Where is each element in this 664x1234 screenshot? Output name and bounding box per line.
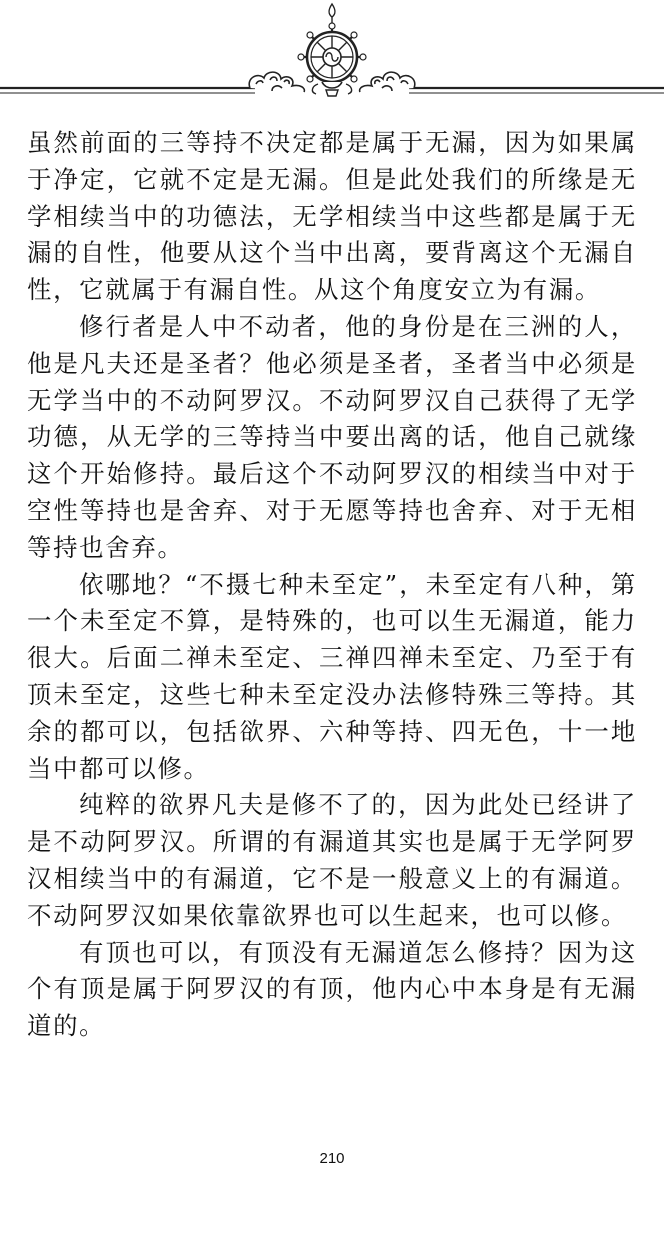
left-cloud-scroll-icon bbox=[249, 72, 304, 92]
body-paragraph: 纯粹的欲界凡夫是修不了的，因为此处已经讲了是不动阿罗汉。所谓的有漏道其实也是属于无学阿罗汉相续当中的有漏道，它不是一般意义上的有漏道。不动阿罗汉如果依靠欲界也可以生起来，也可以修。 bbox=[27, 790, 637, 930]
dharma-wheel-icon bbox=[298, 4, 366, 96]
right-cloud-scroll-icon bbox=[360, 72, 415, 92]
page-body bbox=[27, 125, 637, 1045]
body-paragraph: 修行者是人中不动者，他的身份是在三洲的人，他是凡夫还是圣者？他必须是圣者，圣者当中必须是无学当中的不动阿罗汉。不动阿罗汉自己获得了无学功德，从无学的三等持当中要出离的话，他自己就缘这个开始修持。最后这个不动阿罗汉的相续当中对于空性等持也是舍弃、对于无愿等持也舍弃、对于无相等持也舍弃。 bbox=[27, 311, 637, 562]
page-number: 210 bbox=[319, 1150, 345, 1167]
body-paragraph: 有顶也可以，有顶没有无漏道怎么修持？因为这个有顶是属于阿罗汉的有顶，他内心中本身是有无漏道的。 bbox=[27, 937, 637, 1041]
dharma-wheel-header-ornament bbox=[0, 0, 664, 110]
body-paragraph: 依哪地？“不摄七种未至定”，未至定有八种，第一个未至定不算，是特殊的，也可以生无漏道，能力很大。后面二禅未至定、三禅四禅未至定、乃至于有顶未至定，这些七种未至定没办法修特殊三等持。其余的都可以，包括欲界、六种等持、四无色，十一地当中都可以修。 bbox=[27, 569, 637, 783]
body-paragraph: 虽然前面的三等持不决定都是属于无漏，因为如果属于净定，它就不定是无漏。但是此处我们的所缘是无学相续当中的功德法，无学相续当中这些都是属于无漏的自性，他要从这个当中出离，要背离这个无漏自性，它就属于有漏自性。从这个角度安立为有漏。 bbox=[27, 128, 637, 305]
